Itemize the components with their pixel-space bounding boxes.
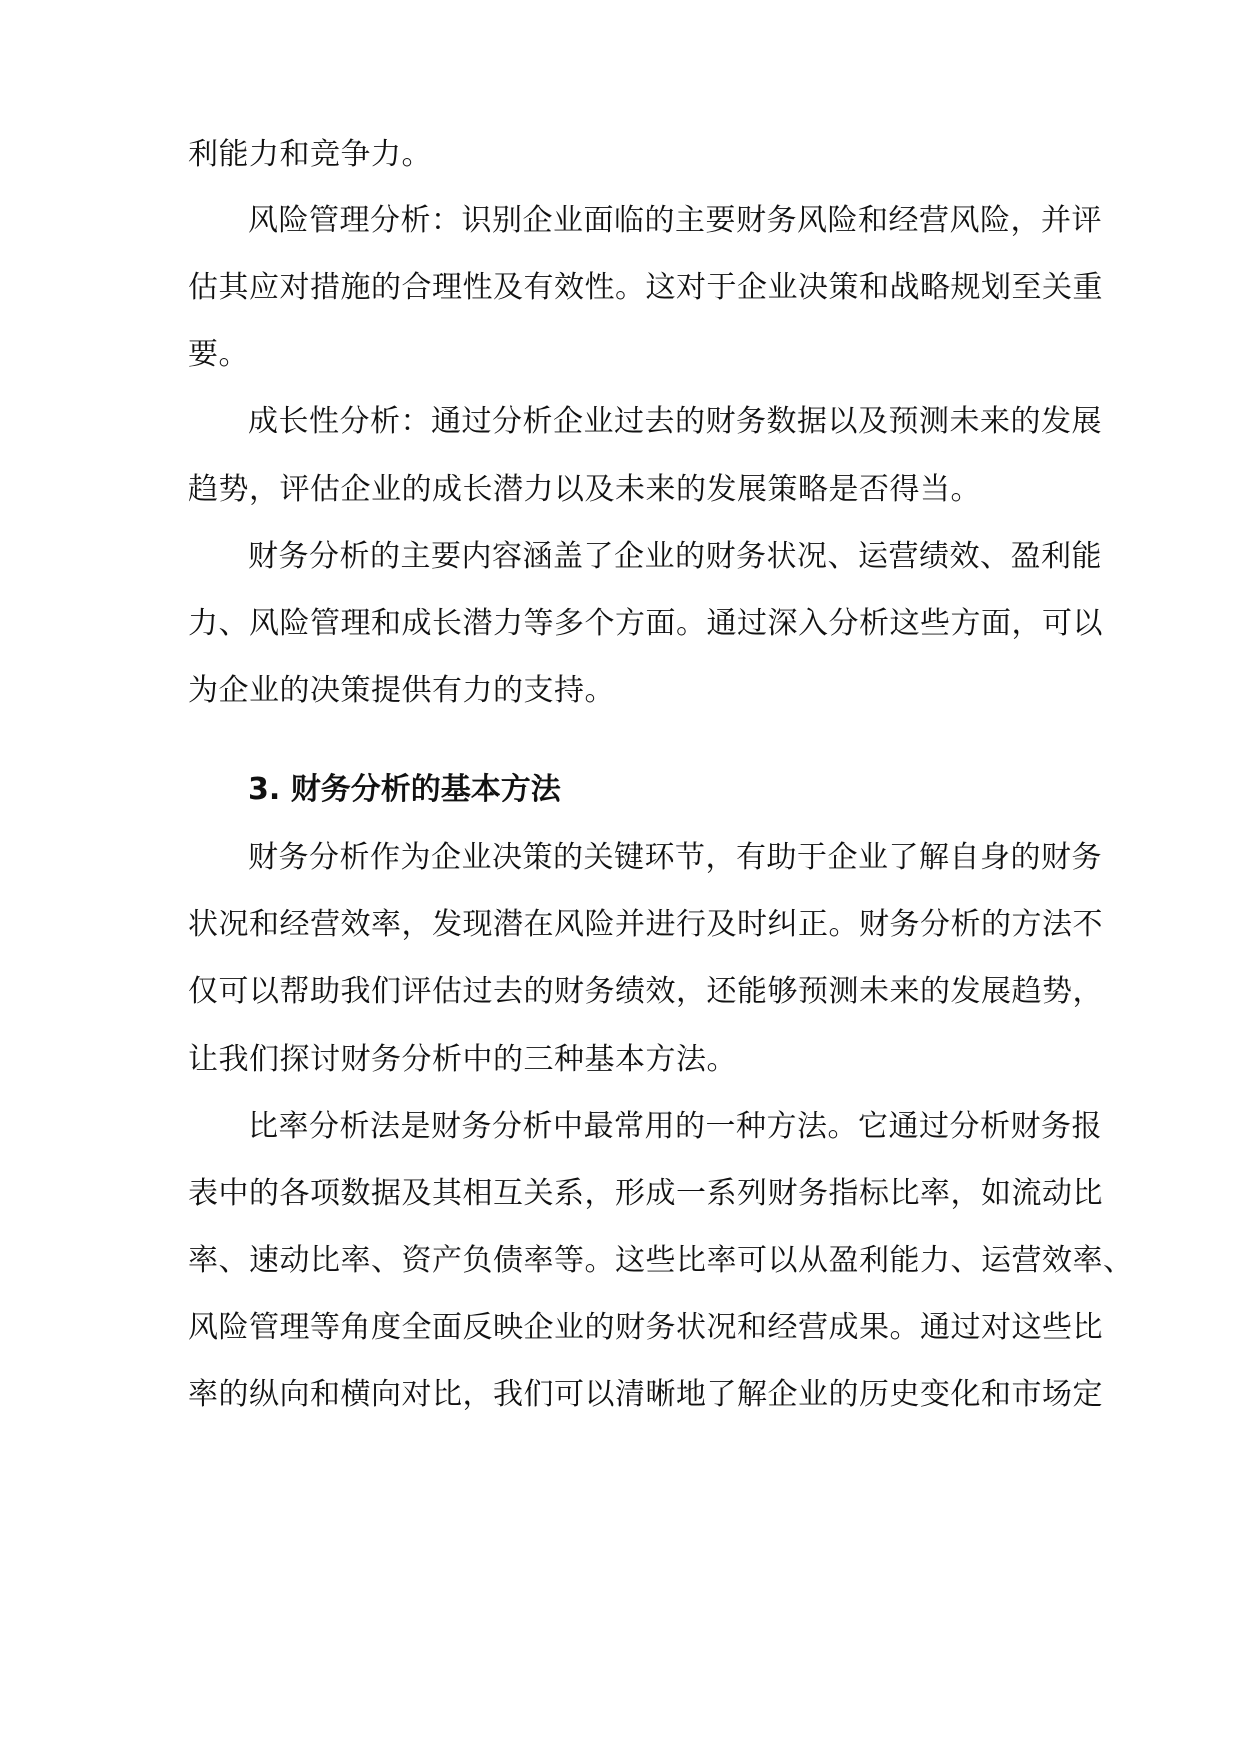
paragraph-line: 仅可以帮助我们评估过去的财务绩效，还能够预测未来的发展趋势， bbox=[188, 974, 1103, 1009]
paragraph-line: 让我们探讨财务分析中的三种基本方法。 bbox=[188, 1042, 737, 1077]
paragraph-line: 要。 bbox=[188, 337, 249, 372]
paragraph-line: 风险管理等角度全面反映企业的财务状况和经营成果。通过对这些比 bbox=[188, 1310, 1103, 1345]
paragraph-line: 状况和经营效率，发现潜在风险并进行及时纠正。财务分析的方法不 bbox=[188, 907, 1103, 942]
paragraph-line: 估其应对措施的合理性及有效性。这对于企业决策和战略规划至关重 bbox=[188, 270, 1103, 305]
paragraph-line: 成长性分析：通过分析企业过去的财务数据以及预测未来的发展 bbox=[248, 404, 1102, 439]
paragraph-line: 力、风险管理和成长潜力等多个方面。通过深入分析这些方面，可以 bbox=[188, 606, 1103, 641]
paragraph-line: 风险管理分析：识别企业面临的主要财务风险和经营风险，并评 bbox=[248, 203, 1102, 238]
section-heading: 3. 财务分析的基本方法 bbox=[248, 772, 561, 807]
paragraph-line: 比率分析法是财务分析中最常用的一种方法。它通过分析财务报 bbox=[248, 1109, 1102, 1144]
paragraph-line: 为企业的决策提供有力的支持。 bbox=[188, 673, 615, 708]
paragraph-line: 财务分析作为企业决策的关键环节，有助于企业了解自身的财务 bbox=[248, 840, 1102, 875]
paragraph-line: 表中的各项数据及其相互关系，形成一系列财务指标比率，如流动比 bbox=[188, 1176, 1103, 1211]
paragraph-line: 率、速动比率、资产负债率等。这些比率可以从盈利能力、运营效率、 bbox=[188, 1243, 1134, 1278]
paragraph-line: 利能力和竞争力。 bbox=[188, 137, 432, 172]
paragraph-line: 率的纵向和横向对比，我们可以清晰地了解企业的历史变化和市场定 bbox=[188, 1377, 1103, 1412]
paragraph-line: 趋势，评估企业的成长潜力以及未来的发展策略是否得当。 bbox=[188, 472, 981, 507]
paragraph-line: 财务分析的主要内容涵盖了企业的财务状况、运营绩效、盈利能 bbox=[248, 539, 1102, 574]
